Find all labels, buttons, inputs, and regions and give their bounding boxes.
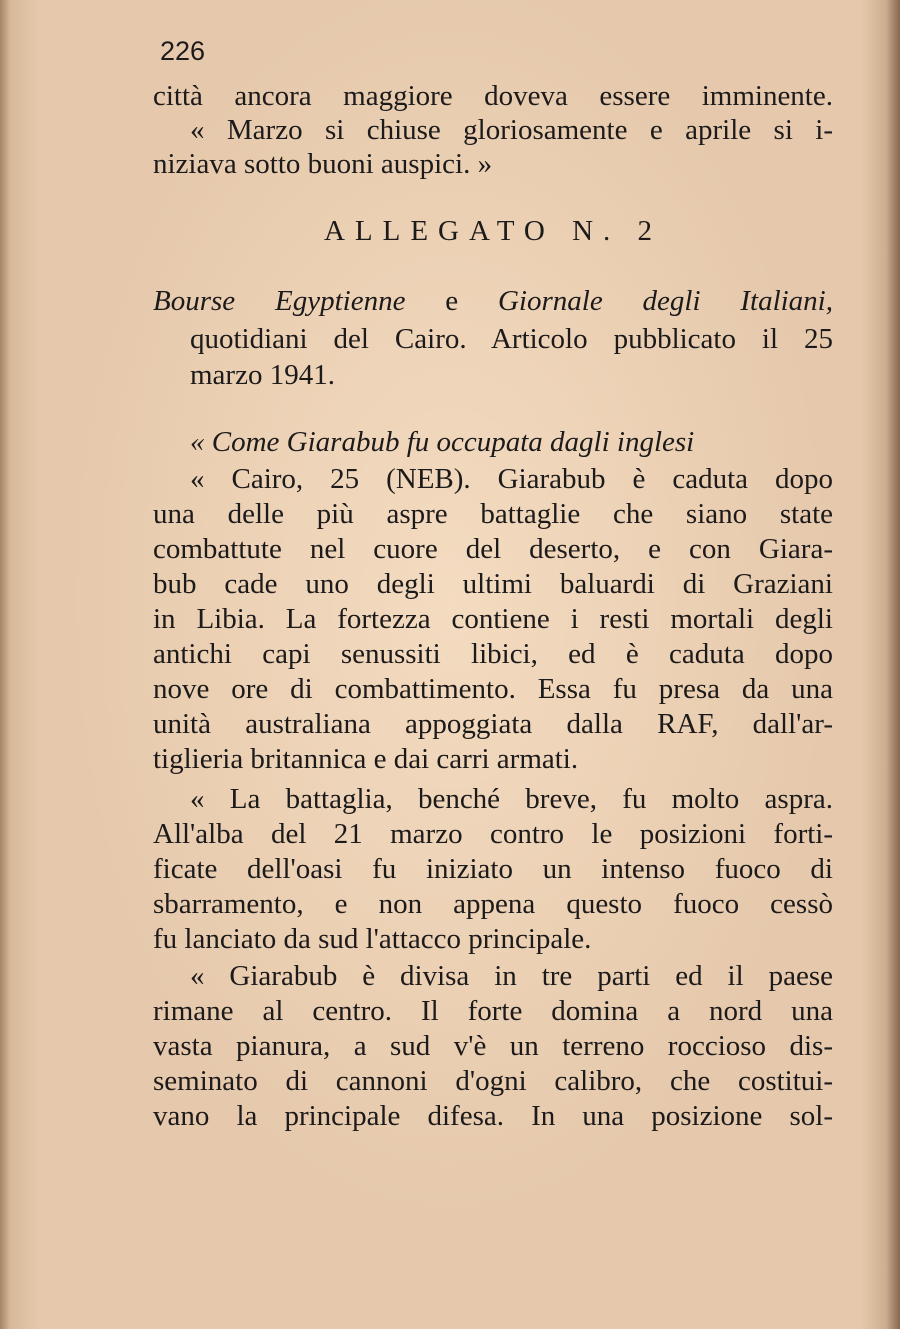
newspaper-title: Bourse Egyptienne xyxy=(153,285,406,317)
body-line: combattute nel cuore del deserto, e con Giara- xyxy=(153,533,833,565)
body-line: sbarramento, e non appena questo fuoco cessò xyxy=(153,888,833,920)
source-line xyxy=(153,284,833,319)
text-line: città ancora maggiore doveva essere imminente. xyxy=(153,80,833,112)
body-line: tiglieria britannica e dai carri armati. xyxy=(153,743,579,775)
body-line: vano la principale difesa. In una posizione sol- xyxy=(153,1100,833,1132)
body-line: vasta pianura, a sud v'è un terreno roccioso dis- xyxy=(153,1030,833,1062)
page-number: 226 xyxy=(160,36,206,66)
body-line: in Libia. La fortezza contiene i resti mortali degli xyxy=(153,603,833,635)
body-line: antichi capi senussiti libici, ed è caduta dopo xyxy=(153,638,833,670)
body-line: unità australiana appoggiata dalla RAF, dall'ar- xyxy=(153,708,833,740)
body-line: All'alba del 21 marzo contro le posizioni forti- xyxy=(153,818,833,850)
source-line: quotidiani del Cairo. Articolo pubblicato il 25 xyxy=(190,323,833,355)
body-line: rimane al centro. Il forte domina a nord una xyxy=(153,995,833,1027)
body-line: « Giarabub è divisa in tre parti ed il paese xyxy=(190,960,833,992)
text-line: niziava sotto buoni auspici. » xyxy=(153,148,493,180)
body-line: una delle più aspre battaglie che siano state xyxy=(153,498,833,530)
newspaper-title: Giornale degli Italiani, xyxy=(497,285,833,317)
body-line: seminato di cannoni d'ogni calibro, che costitui- xyxy=(153,1065,833,1097)
body-line: bub cade uno degli ultimi baluardi di Graziani xyxy=(153,568,833,600)
body-line: « La battaglia, benché breve, fu molto aspra. xyxy=(190,783,833,815)
appendix-heading: ALLEGATO N. 2 xyxy=(323,215,663,247)
body-line: fu lanciato da sud l'attacco principale. xyxy=(153,923,592,955)
body-line: nove ore di combattimento. Essa fu presa da una xyxy=(153,673,833,705)
page-right-shadow xyxy=(886,0,900,1329)
body-line: ficate dell'oasi fu iniziato un intenso fuoco di xyxy=(153,853,833,885)
source-line: marzo 1941. xyxy=(190,359,335,391)
article-title: « Come Giarabub fu occupata dagli inglesi xyxy=(190,426,695,458)
source-connector: e xyxy=(405,285,498,317)
page-left-shadow xyxy=(0,0,10,1329)
body-line: « Cairo, 25 (NEB). Giarabub è caduta dopo xyxy=(190,463,833,495)
text-line: « Marzo si chiuse gloriosamente e aprile si i- xyxy=(190,114,833,146)
